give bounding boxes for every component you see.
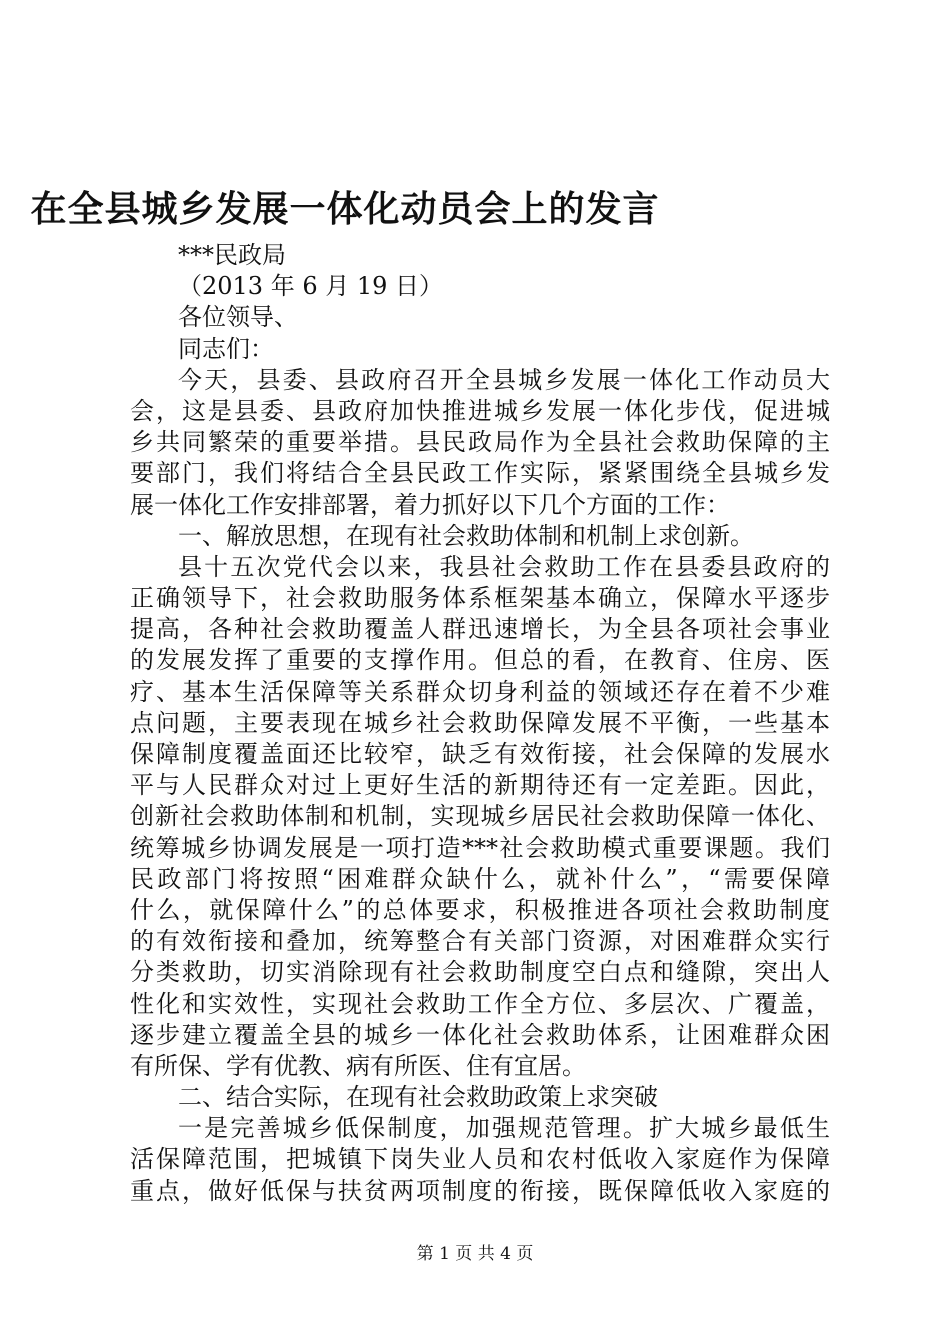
body-line: 统筹城乡协调发展是一项打造***社会救助模式重要课题。我们: [130, 833, 830, 862]
body-line: 性化和实效性，实现社会救助工作全方位、多层次、广覆盖，: [130, 989, 830, 1018]
body-line: 平与人民群众对过上更好生活的新期待还有一定差距。因此，: [130, 771, 830, 800]
body-line: 各位领导、: [178, 303, 298, 332]
body-line: 疗、基本生活保障等关系群众切身利益的领域还存在着不少难: [130, 677, 830, 706]
body-line: 二、结合实际，在现有社会救助政策上求突破: [178, 1083, 658, 1112]
body-line: 要部门，我们将结合全县民政工作实际，紧紧围绕全县城乡发: [130, 459, 830, 488]
body-line: 民政部门将按照“困难群众缺什么，就补什么”，“需要保障: [130, 864, 830, 893]
document-page: [130, 0, 830, 1344]
body-line: 同志们：: [178, 334, 274, 363]
body-line: 保障制度覆盖面还比较窄，缺乏有效衔接，社会保障的发展水: [130, 740, 830, 768]
body-line: ***民政局: [178, 241, 286, 269]
body-line: 什么，就保障什么”的总体要求，积极推进各项社会救助制度: [130, 895, 830, 924]
document-body: [130, 240, 830, 1207]
body-line: 会，这是县委、县政府加快推进城乡发展一体化步伐，促进城: [130, 396, 830, 425]
body-line: 正确领导下，社会救助服务体系框架基本确立，保障水平逐步: [130, 584, 830, 613]
document-title: 在全县城乡发展一体化动员会上的发言: [30, 188, 660, 230]
body-line: （2013 年 6 月 19 日）: [178, 272, 444, 301]
body-line: 提高，各种社会救助覆盖人群迅速增长，为全县各项社会事业: [130, 615, 830, 644]
body-line: 展一体化工作安排部署，着力抓好以下几个方面的工作：: [130, 490, 730, 519]
body-line: 乡共同繁荣的重要举措。县民政局作为全县社会救助保障的主: [130, 428, 830, 457]
body-line: 的有效衔接和叠加，统筹整合有关部门资源，对困难群众实行: [130, 927, 830, 956]
body-line: 县十五次党代会以来，我县社会救助工作在县委县政府的: [178, 552, 830, 581]
body-line: 分类救助，切实消除现有社会救助制度空白点和缝隙，突出人: [130, 958, 830, 987]
body-line: 重点，做好低保与扶贫两项制度的衔接，既保障低收入家庭的: [130, 1176, 830, 1205]
body-line: 一、解放思想，在现有社会救助体制和机制上求创新。: [178, 521, 754, 550]
page-footer: 第 1 页 共 4 页: [416, 1244, 534, 1264]
body-line: 今天，县委、县政府召开全县城乡发展一体化工作动员大: [178, 365, 830, 394]
body-line: 的发展发挥了重要的支撑作用。但总的看，在教育、住房、医: [130, 646, 830, 675]
body-line: 一是完善城乡低保制度，加强规范管理。扩大城乡最低生: [178, 1114, 830, 1143]
body-line: 点问题，主要表现在城乡社会救助保障发展不平衡，一些基本: [130, 708, 830, 737]
body-line: 有所保、学有优教、病有所医、住有宜居。: [130, 1051, 586, 1080]
body-line: 创新社会救助体制和机制，实现城乡居民社会救助保障一体化、: [130, 802, 830, 831]
body-line: 逐步建立覆盖全县的城乡一体化社会救助体系，让困难群众困: [130, 1020, 830, 1049]
body-line: 活保障范围，把城镇下岗失业人员和农村低收入家庭作为保障: [130, 1145, 830, 1174]
